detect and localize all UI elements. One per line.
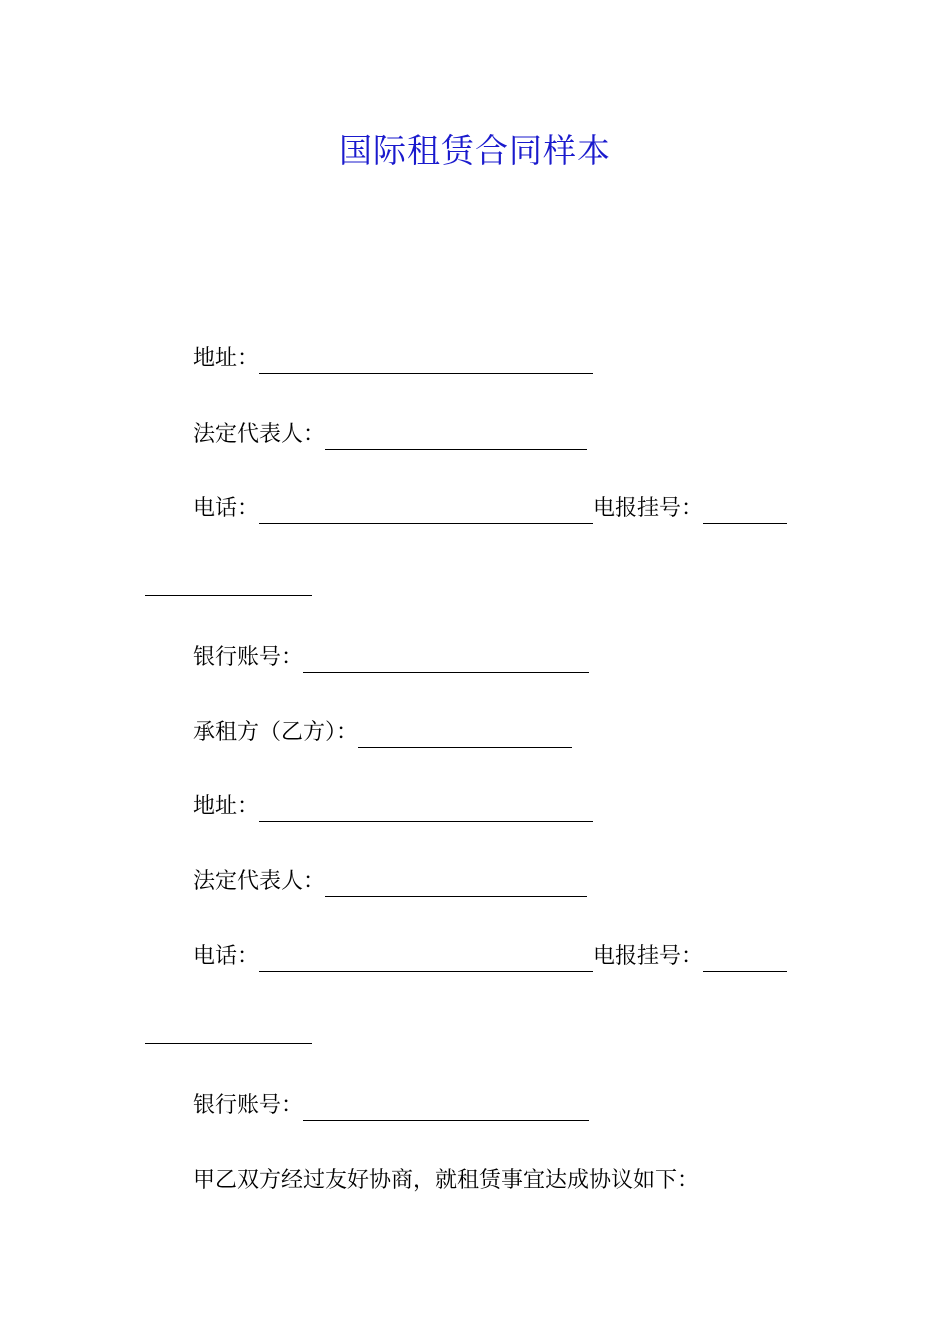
lessee-bank-row [193,1091,589,1121]
lessor-phone-row [193,494,787,524]
lessor-phone-label: 电话： [193,496,260,521]
lessee-bank-label: 银行账号： [193,1093,304,1118]
lessee-phone-blank[interactable] [259,949,593,972]
document-title: 国际租赁合同样本 [339,131,611,170]
lessee-address-label: 地址： [193,794,260,819]
lessor-legal-rep-row [193,420,587,450]
lessee-address-blank[interactable] [259,799,593,822]
lessee-phone-label: 电话： [193,944,260,969]
lessor-legal-rep-label: 法定代表人： [193,422,326,447]
lessor-bank-blank[interactable] [303,650,589,673]
lessor-bank-row [193,643,589,673]
lessee-phone-row [193,942,787,972]
lessee-address-row [193,792,593,822]
intro-paragraph: 甲乙双方经过友好协商，就租赁事宜达成协议如下： [193,1168,700,1193]
lessor-bank-label: 银行账号： [193,645,304,670]
lessee-legal-rep-row [193,867,587,897]
lessee-legal-rep-blank[interactable] [325,874,587,897]
lessor-telegraph-blank-continued[interactable] [145,594,312,596]
lessor-address-label: 地址： [193,346,260,371]
lessee-party-label: 承租方（乙方）： [193,720,359,745]
lessor-phone-blank[interactable] [259,501,593,524]
lessee-telegraph-label: 电报挂号： [593,944,704,969]
lessee-party-row [193,718,572,748]
lessor-legal-rep-blank[interactable] [325,427,587,450]
lessee-party-blank[interactable] [358,725,572,748]
lessee-telegraph-blank[interactable] [703,949,787,972]
lessor-address-blank[interactable] [259,351,593,374]
lessee-telegraph-blank-continued[interactable] [145,1042,312,1044]
lessor-telegraph-label: 电报挂号： [593,496,704,521]
lessor-telegraph-blank[interactable] [703,501,787,524]
lessee-bank-blank[interactable] [303,1098,589,1121]
lessor-address-row [193,344,593,374]
lessee-legal-rep-label: 法定代表人： [193,869,326,894]
